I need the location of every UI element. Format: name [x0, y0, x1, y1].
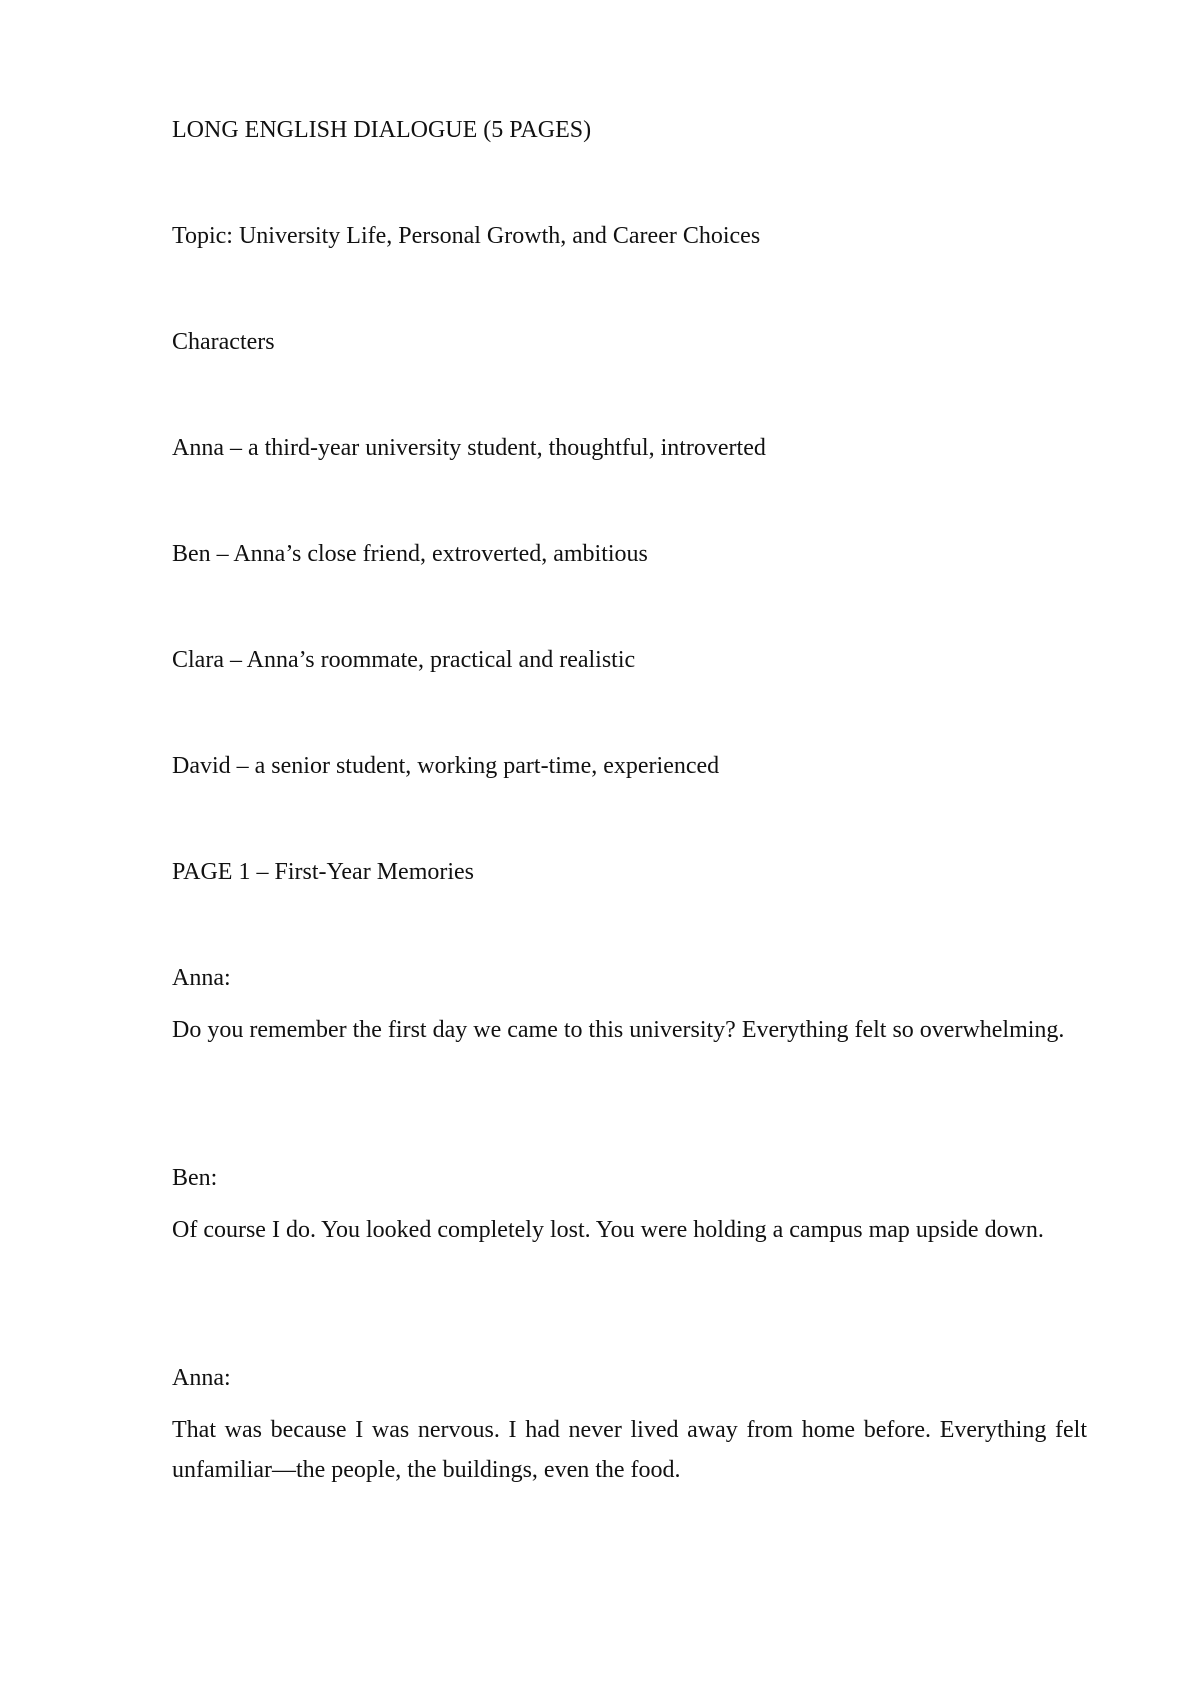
character-ben: Ben – Anna’s close friend, extroverted, ambitious: [172, 541, 648, 567]
speaker-label: Anna:: [172, 965, 231, 991]
document-title: LONG ENGLISH DIALOGUE (5 PAGES): [172, 117, 592, 143]
character-anna: Anna – a third-year university student, thoughtful, introverted: [172, 435, 766, 461]
dialogue-text: Of course I do. You looked completely lost. You were holding a campus map upside down.: [172, 1217, 1044, 1243]
dialogue-text: Do you remember the first day we came to this university? Everything felt so overwhelming.: [172, 1017, 1065, 1043]
speaker-label: Ben:: [172, 1165, 218, 1191]
section-heading: PAGE 1 – First-Year Memories: [172, 859, 475, 885]
characters-heading: Characters: [172, 329, 275, 355]
character-clara: Clara – Anna’s roommate, practical and realistic: [172, 647, 636, 673]
speaker-label: Anna:: [172, 1365, 231, 1391]
topic-line: Topic: University Life, Personal Growth, and Career Choices: [172, 223, 761, 249]
character-david: David – a senior student, working part-time, experienced: [172, 753, 720, 779]
dialogue-text: That was because I was nervous. I had never lived away from home before. Everything felt unfamiliar—the people, the buildings, even the food.: [172, 1417, 1087, 1483]
